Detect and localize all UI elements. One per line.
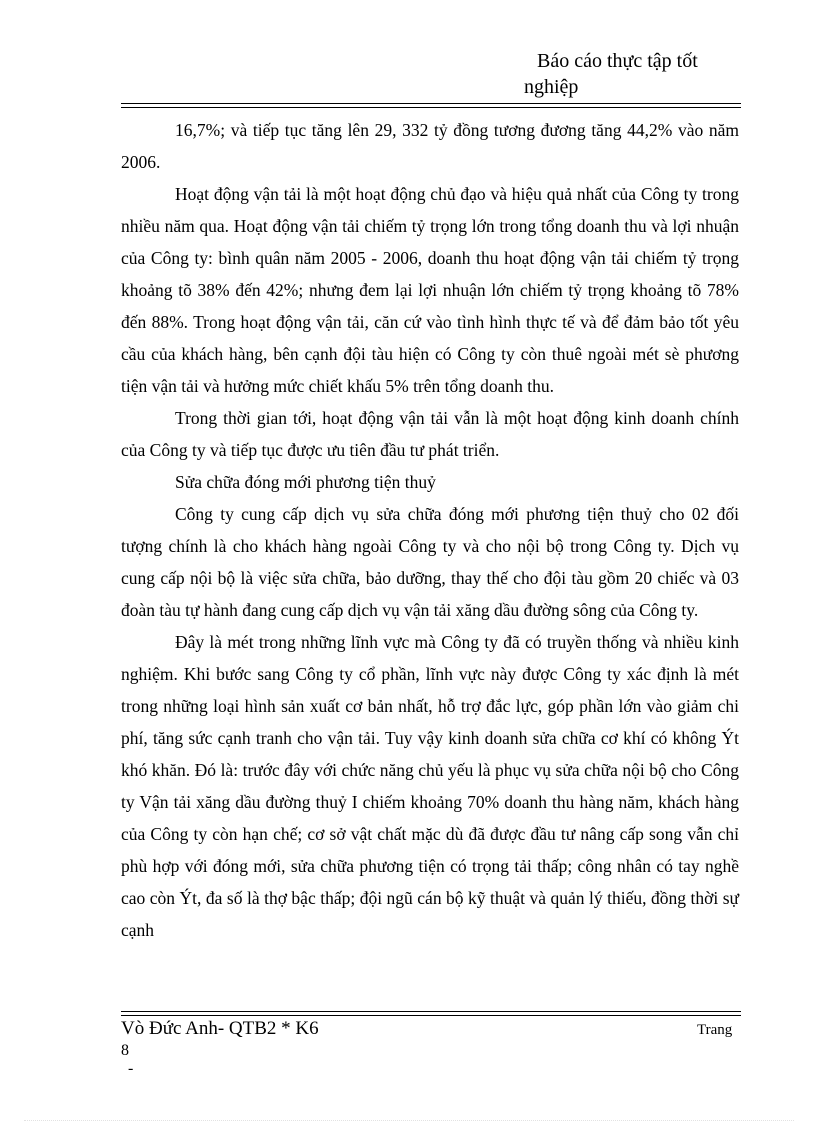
page-edge-dotted-line (24, 1120, 794, 1121)
header-title-line2: nghiệp (524, 76, 579, 98)
footer-author: Vò Đức Anh- QTB2 * K6 (121, 1018, 319, 1039)
body-text (121, 114, 739, 946)
paragraph-future-transport: Trong thời gian tới, hoạt động vận tải vẫn là một hoạt động kinh doanh chính của Công ty và tiếp tục được ưu tiên đầu tư phát triển. (121, 408, 739, 460)
section-heading-repair: Sửa chữa đóng mới phương tiện thuỷ (175, 472, 436, 492)
paragraph-repair-difficulties: Đây là mét trong những lĩnh vực mà Công ty đã có truyền thống và nhiều kinh nghiệm. Khi bước sang Công ty cổ phần, lĩnh vực này được Công ty xác định là mét trong những loại hình sản xuất cơ bản nhất, hỗ trợ đắc lực, góp phần lớn vào giảm chi phí, tăng sức cạnh tranh cho vận tải. Tuy vậy kinh doanh sửa chữa cơ khí có không Ýt khó khăn. Đó là: trước đây với chức năng chủ yếu là phục vụ sửa chữa nội bộ cho Công ty Vận tải xăng dầu đường thuỷ I chiếm khoảng 70% doanh thu hàng năm, khách hàng của Công ty còn hạn chế; cơ sở vật chất mặc dù đã được đầu tư nâng cấp song vẫn chỉ phù hợp với đóng mới, sửa chữa phương tiện có trọng tải thấp; công nhân có tay nghề cao còn Ýt, đa số là thợ bậc thấp; đội ngũ cán bộ kỹ thuật và quản lý thiếu, đồng thời sự cạnh (121, 632, 739, 940)
footer-dash: - (128, 1060, 134, 1077)
paragraph-continuation: 16,7%; và tiếp tục tăng lên 29, 332 tỷ đồng tương đương tăng 44,2% vào năm 2006. (121, 120, 739, 172)
paragraph-repair-services: Công ty cung cấp dịch vụ sửa chữa đóng mới phương tiện thuỷ cho 02 đối tượng chính là cho khách hàng ngoài Công ty và cho nội bộ trong Công ty. Dịch vụ cung cấp nội bộ là việc sửa chữa, bảo dưỡng, thay thế cho đội tàu gồm 20 chiếc và 03 đoàn tàu tự hành đang cung cấp dịch vụ vận tải xăng dầu đường sông của Công ty. (121, 504, 739, 620)
footer-page-number: 8 (121, 1042, 129, 1059)
header-divider (121, 103, 741, 108)
paragraph-transport-activity: Hoạt động vận tải là một hoạt động chủ đạo và hiệu quả nhất của Công ty trong nhiều năm qua. Hoạt động vận tải chiếm tỷ trọng lớn trong tổng doanh thu và lợi nhuận của Công ty: bình quân năm 2005 - 2006, doanh thu hoạt động vận tải chiếm tỷ trọng khoảng tõ 38% đến 42%; nhưng đem lại lợi nhuận lớn chiếm tỷ trọng khoảng tõ 78% đến 88%. Trong hoạt động vận tải, căn cứ vào tình hình thực tế và để đảm bảo tốt yêu cầu của khách hàng, bên cạnh đội tàu hiện có Công ty còn thuê ngoài mét sè phương tiện vận tải và hưởng mức chiết khấu 5% trên tổng doanh thu. (121, 184, 739, 396)
header-title (524, 48, 754, 100)
footer-divider (121, 1011, 741, 1016)
footer-page-label: Trang (697, 1022, 733, 1038)
header-title-line1: Báo cáo thực tập tốt (537, 50, 698, 72)
